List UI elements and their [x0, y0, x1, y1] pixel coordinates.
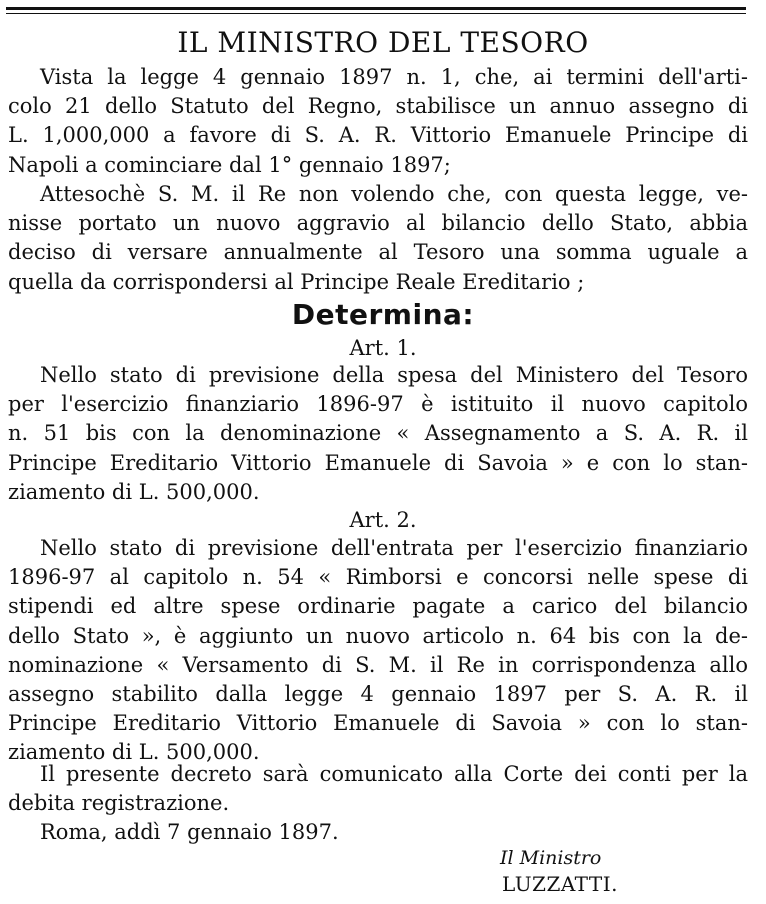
- preamble-paragraph-2: [8, 180, 748, 297]
- text-line: L. 1,000,000 a favore di S. A. R. Vittorio Emanuele Principe di: [8, 123, 748, 148]
- text-line: dello Stato », è aggiunto un nuovo articolo n. 64 bis con la de-: [8, 623, 748, 648]
- text-line: Principe Ereditario Vittorio Emanuele di Savoia » con lo stan-: [8, 711, 748, 736]
- text-line: colo 21 dello Statuto del Regno, stabilisce un annuo assegno di: [8, 94, 748, 119]
- closing-paragraph: [8, 760, 748, 818]
- text-line: debita registrazione.: [8, 791, 230, 816]
- text-line: Nello stato di previsione dell'entrata per l'esercizio finanziario: [40, 536, 748, 560]
- text-line: Attesochè S. M. il Re non volendo che, con questa legge, ve-: [40, 182, 748, 206]
- text-line: quella da corrispondersi al Principe Reale Ereditario ;: [8, 269, 585, 294]
- top-thin-rule: [6, 13, 746, 14]
- article-1-text: [8, 361, 748, 507]
- text-line: Napoli a cominciare dal 1° gennaio 1897;: [8, 152, 451, 177]
- text-line: Nello stato di previsione della spesa del Ministero del Tesoro: [40, 363, 748, 387]
- text-line: 1896-97 al capitolo n. 54 « Rimborsi e concorsi nelle spese di: [8, 565, 748, 590]
- text-line: Vista la legge 4 gennaio 1897 n. 1, che, ai termini dell'arti-: [40, 65, 748, 89]
- signer-name: LUZZATTI.: [502, 872, 618, 896]
- text-line: Il presente decreto sarà comunicato alla Corte dei conti per la: [40, 762, 748, 786]
- text-line: assegno stabilito dalla legge 4 gennaio 1897 per S. A. R. il: [8, 682, 748, 707]
- text-line: nominazione « Versamento di S. M. il Re in corrispondenza allo: [8, 652, 748, 677]
- text-line: deciso di versare annualmente al Tesoro una somma uguale a: [8, 240, 748, 265]
- article-2-text: [8, 534, 748, 768]
- top-double-rule: [6, 7, 746, 10]
- text-line: ziamento di L. 500,000.: [8, 479, 260, 504]
- determina-heading: Determina:: [291, 298, 475, 331]
- place-and-date: Roma, addì 7 gennaio 1897.: [40, 820, 339, 844]
- article-2-label: Art. 2.: [349, 508, 417, 532]
- text-line: Principe Ereditario Vittorio Emanuele di Savoia » e con lo stan-: [8, 450, 748, 475]
- document-title: IL MINISTRO DEL TESORO: [177, 26, 589, 59]
- text-line: stipendi ed altre spese ordinarie pagate a carico del bilancio: [8, 594, 748, 619]
- text-line: n. 51 bis con la denominazione « Assegnamento a S. A. R. il: [8, 421, 748, 446]
- text-line: ziamento di L. 500,000.: [8, 740, 260, 765]
- preamble-paragraph-1: [8, 63, 748, 180]
- article-1-label: Art. 1.: [349, 336, 417, 360]
- text-line: per l'esercizio finanziario 1896-97 è istituito il nuovo capitolo: [8, 392, 748, 417]
- text-line: nisse portato un nuovo aggravio al bilancio dello Stato, abbia: [8, 211, 748, 236]
- signer-role: Il Ministro: [500, 847, 602, 869]
